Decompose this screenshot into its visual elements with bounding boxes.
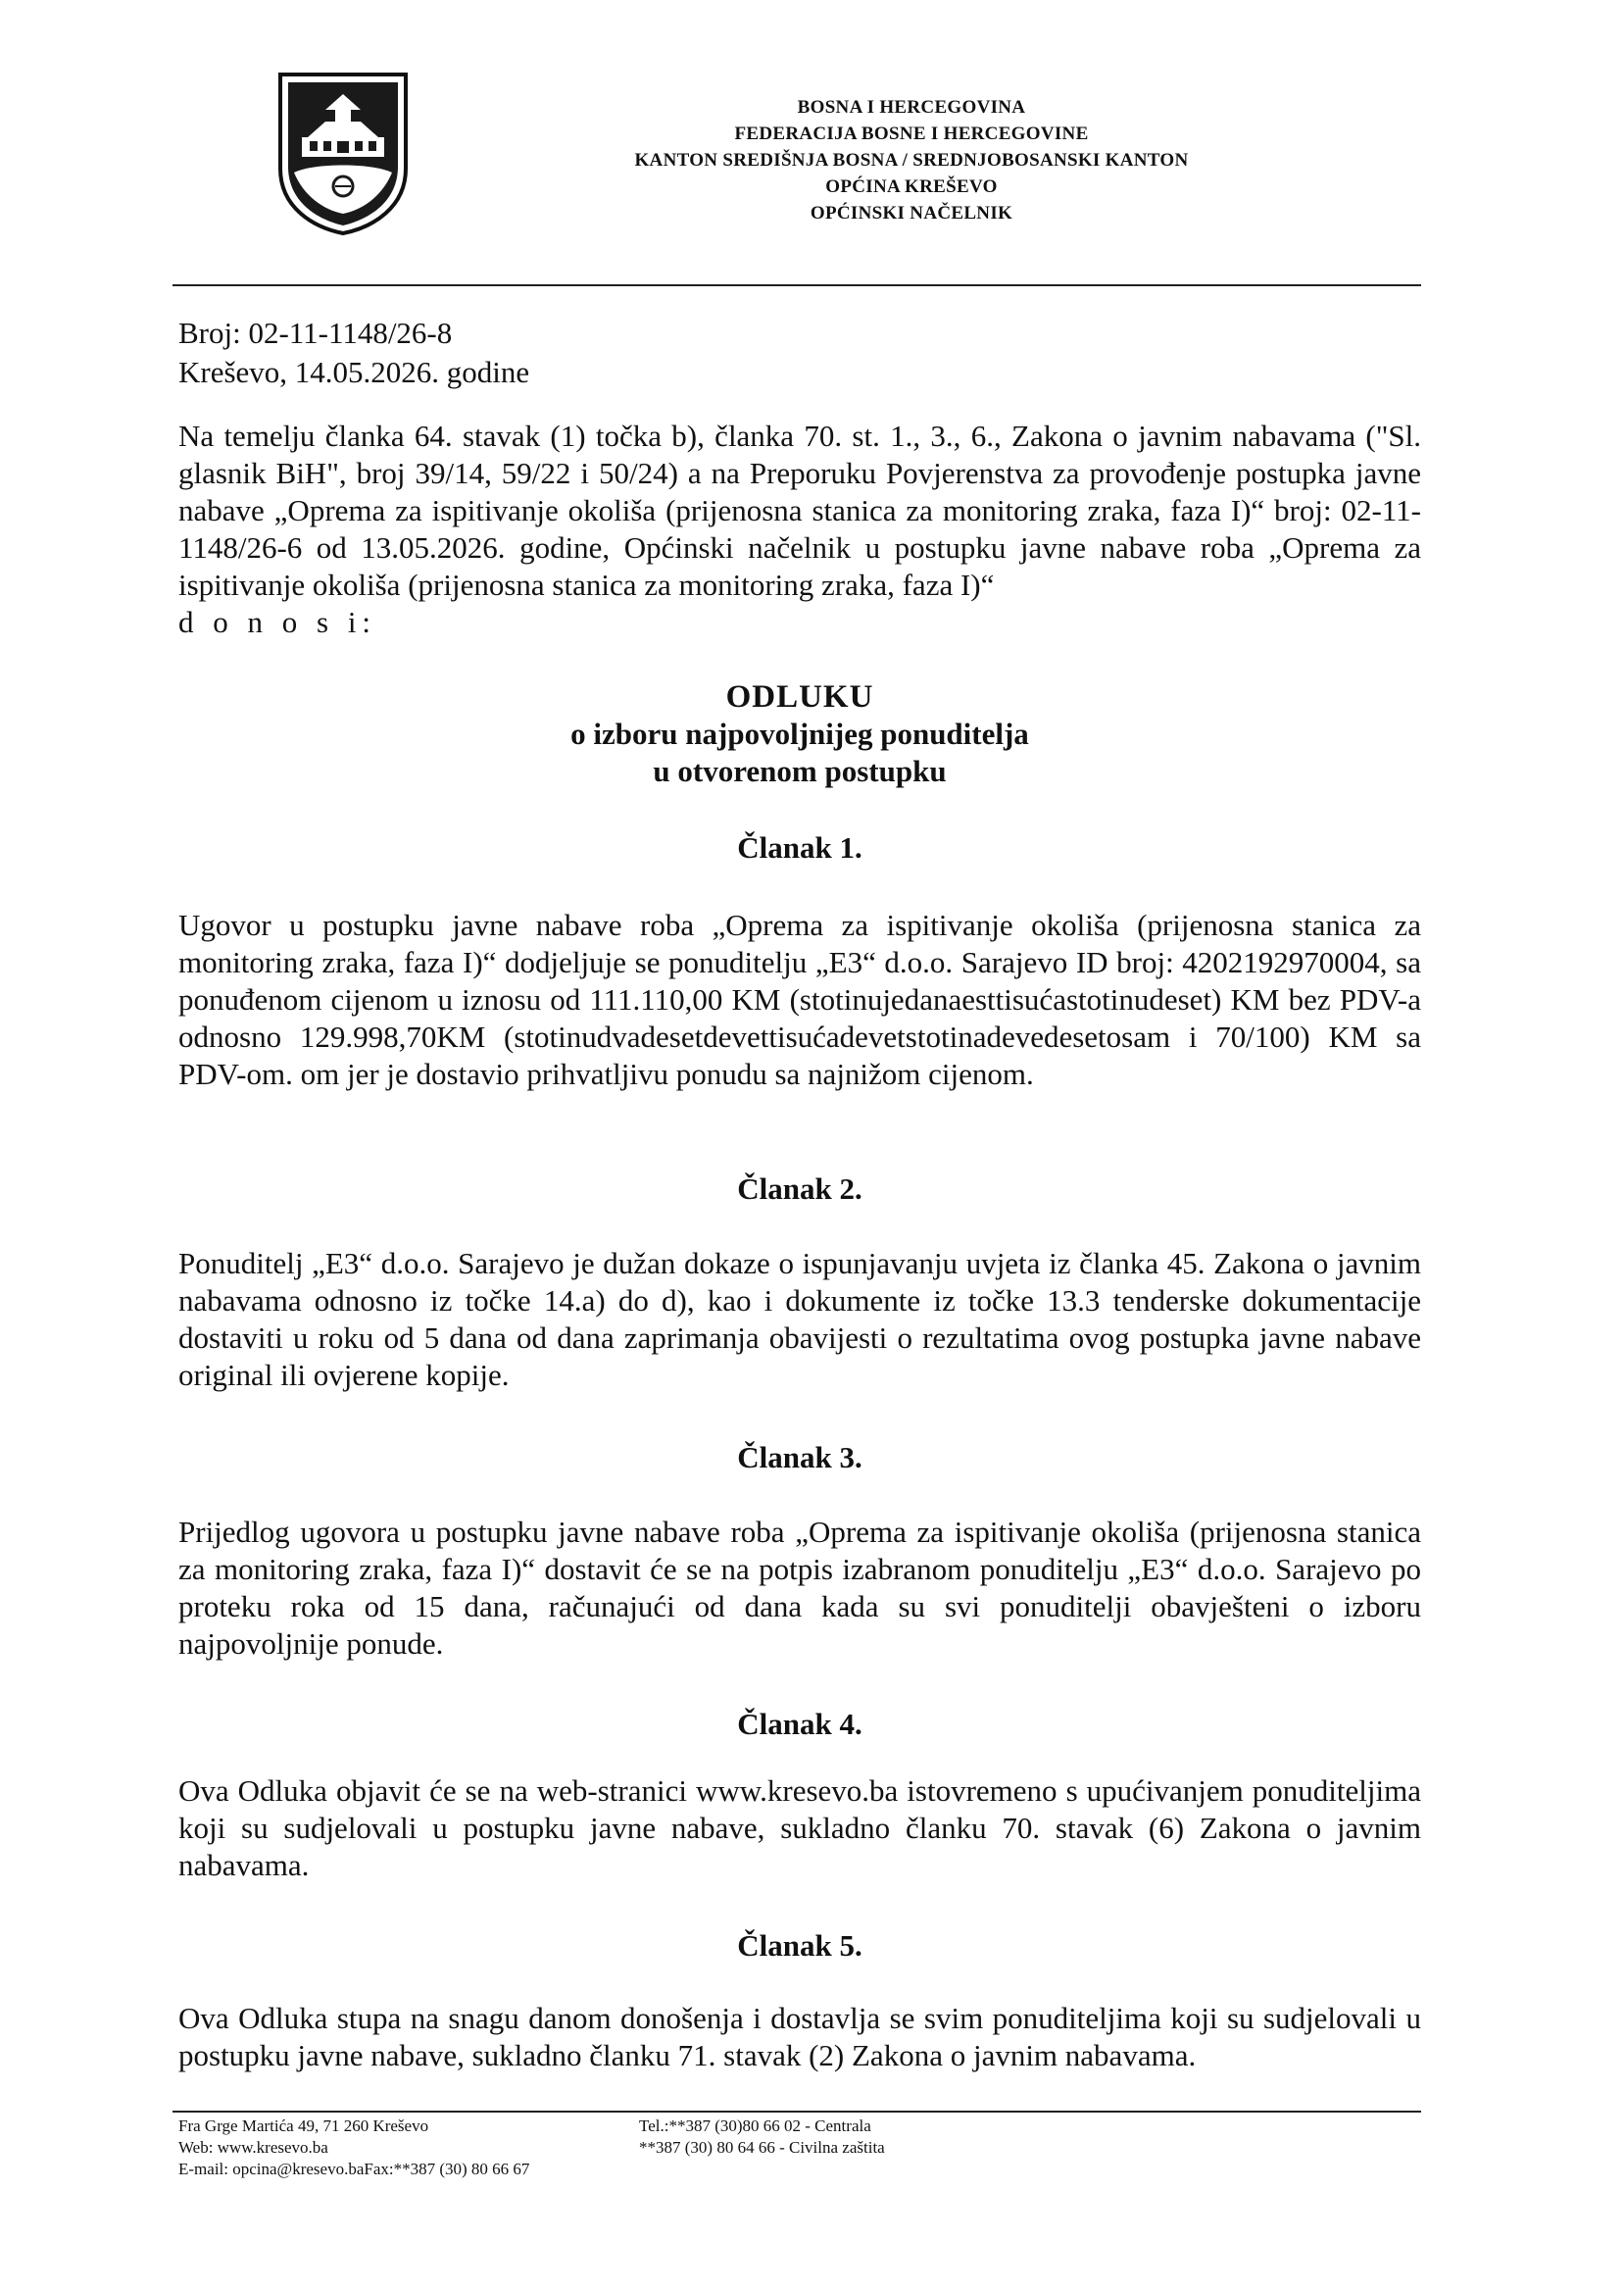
article-5-heading: Članak 5.	[737, 1928, 862, 1963]
header-line-office: OPĆINSKI NAČELNIK	[810, 203, 1013, 224]
article-2-text: Ponuditelj „E3“ d.o.o. Sarajevo je dužan dokaze o ispunjavanju uvjeta iz članka 45. Zakona o javnim nabavama odnosno iz točke 14.a) do d), kao i dokumente iz točke 13.3 tenderske dokumentacije dostaviti u roku od 5 dana od dana zaprimanja obavijesti o rezultatima ovog postupka javne nabave original ili ovjerene kopije.	[178, 1246, 1421, 1392]
footer-address: Fra Grge Martića 49, 71 260 Kreševo	[178, 2116, 429, 2135]
article-5-text: Ova Odluka stupa na snagu danom donošenja i dostavlja se svim ponuditeljima koji su sudjelovali u postupku javne nabave, sukladno članku 71. stavak (2) Zakona o javnim nabavama.	[178, 2001, 1421, 2072]
intro-paragraph	[178, 418, 1421, 641]
footer-tel-central: Tel.:**387 (30)80 66 02 - Centrala	[639, 2116, 871, 2135]
header-line-country: BOSNA I HERCEGOVINA	[797, 97, 1026, 118]
header-line-federation: FEDERACIJA BOSNE I HERCEGOVINE	[734, 124, 1089, 144]
footer-tel-civil: **387 (30) 80 64 66 - Civilna zaštita	[639, 2138, 885, 2157]
header-line-municipality: OPĆINA KREŠEVO	[825, 176, 998, 197]
article-4-heading: Članak 4.	[737, 1707, 862, 1741]
intro-donosi: d o n o s i:	[178, 605, 377, 639]
header-divider	[172, 284, 1421, 286]
footer-email-fax: E-mail: opcina@kresevo.baFax:**387 (30) 80 66 67	[178, 2160, 530, 2178]
footer-web: Web: www.kresevo.ba	[178, 2138, 328, 2157]
footer-divider	[172, 2111, 1421, 2113]
reference-place-date: Kreševo, 14.05.2026. godine	[178, 355, 530, 389]
decision-title	[178, 678, 1421, 790]
article-3-text: Prijedlog ugovora u postupku javne nabave roba „Oprema za ispitivanje okoliša (prijenosna stanica za monitoring zraka, faza I)“ dostavit će se na potpis izabranom ponuditelju „E3“ d.o.o. Sarajevo po proteku roka od 15 dana, računajući od dana kada su svi ponuditelji obavješteni o izboru najpovoljnije ponude.	[178, 1515, 1421, 1661]
reference-block	[178, 314, 529, 392]
article-3-heading: Članak 3.	[737, 1440, 862, 1474]
article-4-text: Ova Odluka objavit će se na web-stranici www.kresevo.ba istovremeno s upućivanjem ponuditeljima koji su sudjelovali u postupku javne nabave, sukladno članku 70. stavak (6) Zakona o javnim nabavama.	[178, 1773, 1421, 1882]
institution-header	[568, 94, 1255, 226]
decision-title-sub1: o izboru najpovoljnijeg ponuditelja	[570, 717, 1029, 751]
municipal-coat-of-arms-icon	[274, 71, 412, 237]
reference-number: Broj: 02-11-1148/26-8	[178, 316, 453, 350]
header-line-canton: KANTON SREDIŠNJA BOSNA / SREDNJOBOSANSKI KANTON	[634, 150, 1189, 171]
decision-title-sub2: u otvorenom postupku	[653, 754, 947, 788]
article-1-text: Ugovor u postupku javne nabave roba „Oprema za ispitivanje okoliša (prijenosna stanica za monitoring zraka, faza I)“ dodjeljuje se ponuditelju „E3“ d.o.o. Sarajevo ID broj: 4202192970004, sa ponuđenom cijenom u iznosu od 111.110,00 KM (stotinujedanaesttisućastotinudeset) KM bez PDV-a odnosno 129.998,70KM (stotinudvadesetdevettisućadevetstotinadevedesetosam i 70/100) KM sa PDV-om. om jer je dostavio prihvatljivu ponudu sa najnižom cijenom.	[178, 908, 1421, 1091]
article-2-heading: Članak 2.	[737, 1171, 862, 1206]
decision-title-main: ODLUKU	[725, 679, 874, 715]
article-1-heading: Članak 1.	[737, 830, 862, 865]
intro-text: Na temelju članka 64. stavak (1) točka b), članka 70. st. 1., 3., 6., Zakona o javnim nabavama ("Sl. glasnik BiH", broj 39/14, 59/22 i 50/24) a na Preporuku Povjerenstva za provođenje postupka javne nabave „Oprema za ispitivanje okoliša (prijenosna stanica za monitoring zraka, faza I)“ broj: 02-11-1148/26-6 od 13.05.2026. godine, Općinski načelnik u postupku javne nabave roba „Oprema za ispitivanje okoliša (prijenosna stanica za monitoring zraka, faza I)“	[178, 419, 1421, 602]
footer	[178, 2116, 1158, 2180]
